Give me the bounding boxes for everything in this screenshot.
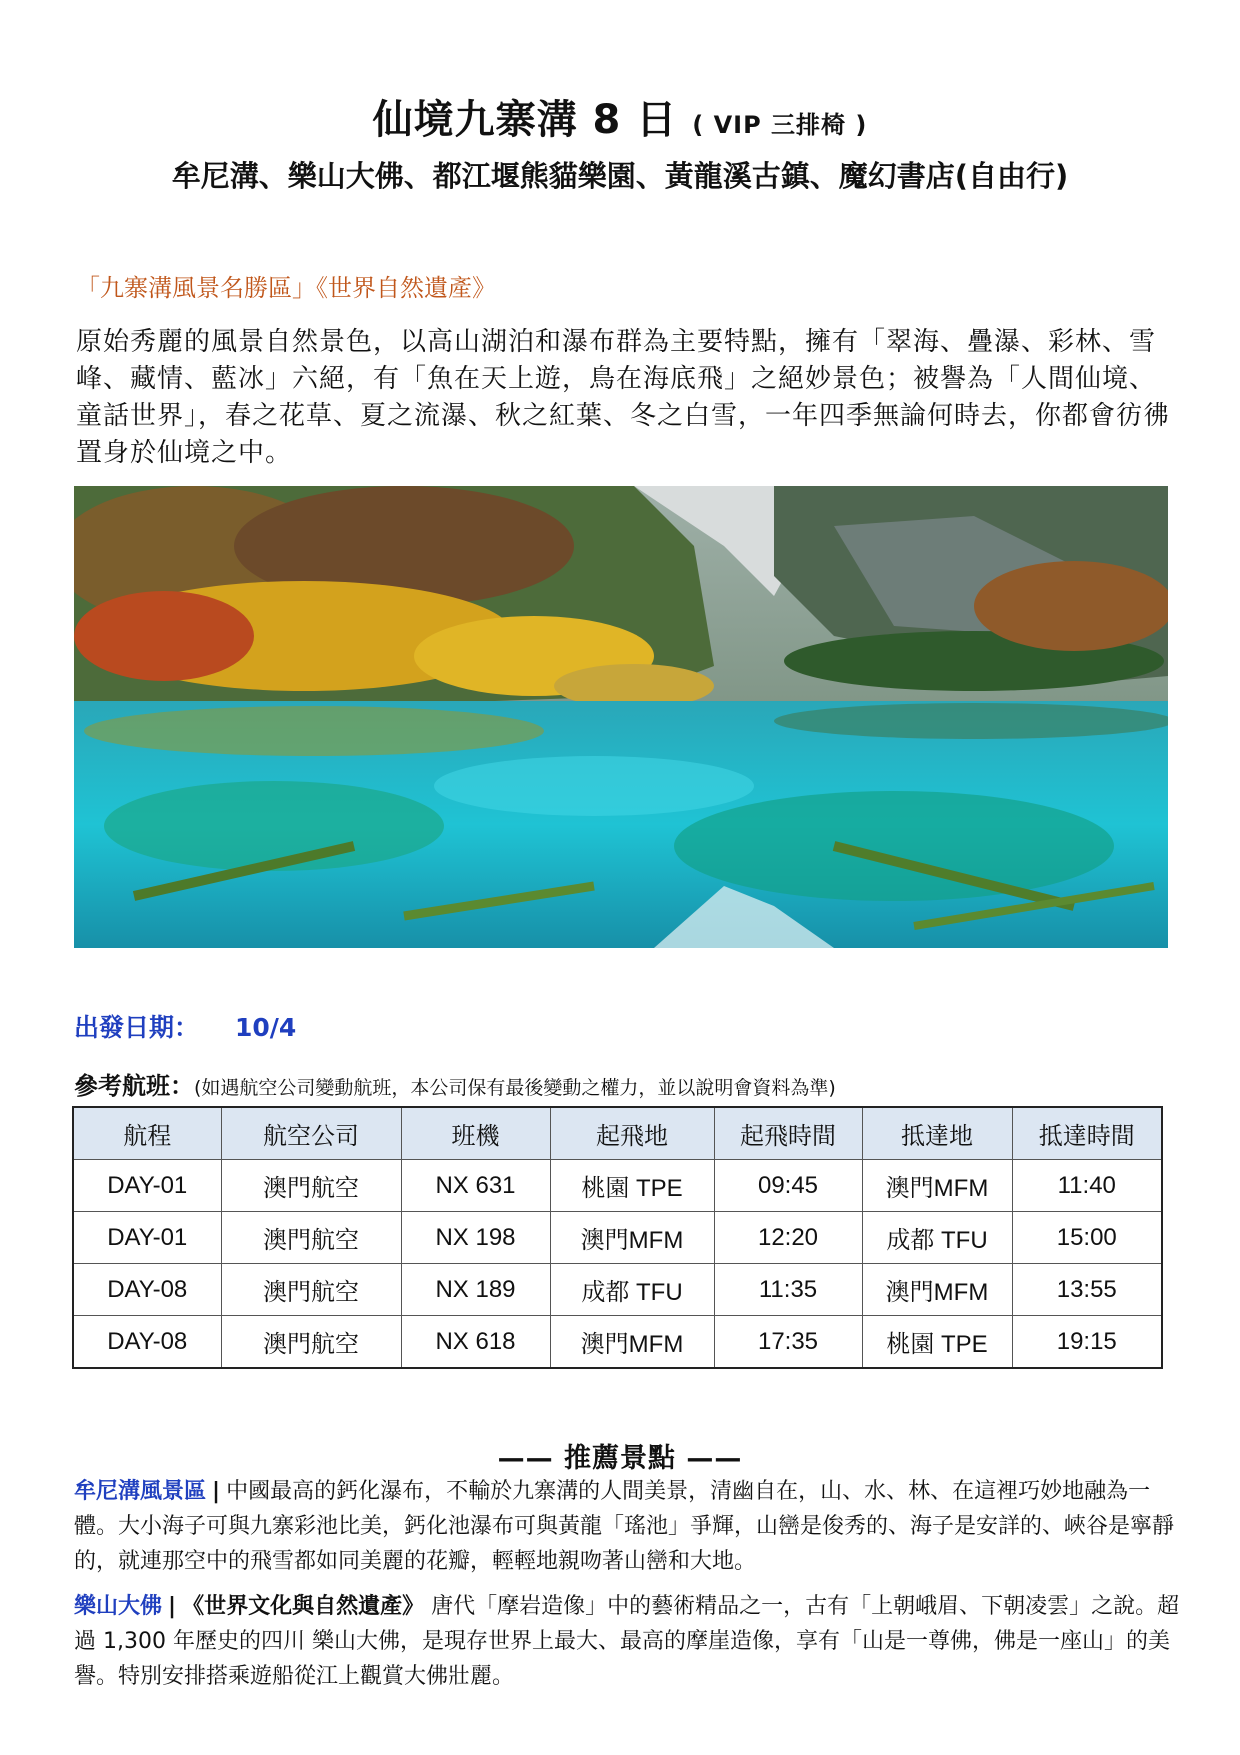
table-row [73,1160,1162,1212]
attraction-tag: 《世界文化與自然遺產》 [182,1594,425,1619]
separator-bar: | [168,1594,177,1619]
flight-note: (如遇航空公司變動航班，本公司保有最後變動之權力，並以說明會資料為準) [194,1077,836,1099]
table-cell: 15:00 [1012,1212,1162,1264]
separator-bar: | [212,1479,221,1504]
flight-heading [74,1066,836,1101]
table-cell: 澳門MFM [550,1212,714,1264]
table-cell: 12:20 [714,1212,862,1264]
table-cell: 桃園 TPE [862,1316,1012,1369]
flight-table [72,1106,1163,1369]
jiuzhaigou-lake-photo [74,486,1168,948]
table-cell: 澳門航空 [221,1316,401,1369]
table-cell: 17:35 [714,1316,862,1369]
intro-heading: 「九寨溝風景名勝區」《世界自然遺產》 [76,274,496,302]
col-header: 航空公司 [221,1107,401,1160]
recommend-heading: —— 推薦景點 —— [497,1443,743,1474]
page-title [0,88,1240,145]
col-header: 航程 [73,1107,221,1160]
attraction-munigou [74,1474,1184,1579]
table-cell: 澳門MFM [862,1264,1012,1316]
table-cell: 11:35 [714,1264,862,1316]
table-cell: DAY-01 [73,1160,221,1212]
table-cell: NX 618 [401,1316,550,1369]
table-cell: 11:40 [1012,1160,1162,1212]
attraction-name: 牟尼溝風景區 [74,1479,207,1504]
table-cell: 澳門MFM [862,1160,1012,1212]
col-header: 起飛地 [550,1107,714,1160]
table-cell: DAY-08 [73,1264,221,1316]
flight-label: 參考航班： [74,1072,194,1100]
table-header-row [73,1107,1162,1160]
table-cell: 成都 TFU [862,1212,1012,1264]
attraction-text: 唐代「摩岩造像」中的藝術精品之一，古有「上朝峨眉、下朝凌雲」之說。超過 1,300 年歷史的四川 樂山大佛，是現存世界上最大、最高的摩崖造像，享有「山是一尊佛，佛是一座山」的美譽。特別安排搭乘遊船從江上觀賞大佛壯麗。 [74,1594,1180,1689]
title-suffix: ( VIP 三排椅 ) [692,111,868,139]
table-cell: 澳門MFM [550,1316,714,1369]
table-cell: DAY-01 [73,1212,221,1264]
table-cell: 13:55 [1012,1264,1162,1316]
departure-date [74,1008,296,1044]
departure-label: 出發日期： [74,1013,200,1042]
table-cell: DAY-08 [73,1316,221,1369]
table-cell: 桃園 TPE [550,1160,714,1212]
intro-text: 原始秀麗的風景自然景色，以高山湖泊和瀑布群為主要特點，擁有「翠海、疊瀑、彩林、雪峰、藏情、藍冰」六絕，有「魚在天上遊，鳥在海底飛」之絕妙景色；被譽為「人間仙境、童話世界」，春之花草、夏之流瀑、秋之紅葉、冬之白雪，一年四季無論何時去，你都會彷彿置身於仙境之中。 [76,327,1171,468]
table-cell: 澳門航空 [221,1212,401,1264]
table-cell: 成都 TFU [550,1264,714,1316]
attraction-text: 中國最高的鈣化瀑布，不輸於九寨溝的人間美景，清幽自在，山、水、林、在這裡巧妙地融為一體。大小海子可與九寨彩池比美，鈣化池瀑布可與黃龍「瑤池」爭輝，山巒是俊秀的、海子是安詳的、峽谷是寧靜的，就連那空中的飛雪都如同美麗的花瓣，輕輕地親吻著山巒和大地。 [74,1479,1175,1574]
table-row [73,1264,1162,1316]
table-row [73,1316,1162,1369]
table-cell: 09:45 [714,1160,862,1212]
attraction-leshan [74,1589,1184,1694]
table-cell: 澳門航空 [221,1160,401,1212]
table-cell: 19:15 [1012,1316,1162,1369]
col-header: 班機 [401,1107,550,1160]
table-cell: NX 189 [401,1264,550,1316]
col-header: 抵達時間 [1012,1107,1162,1160]
page-subtitle: 牟尼溝、樂山大佛、都江堰熊貓樂園、黃龍溪古鎮、魔幻書店(自由行) [171,159,1069,193]
attraction-name: 樂山大佛 [74,1594,163,1619]
table-row [73,1212,1162,1264]
title-main: 仙境九寨溝 8 日 [372,97,678,143]
col-header: 起飛時間 [714,1107,862,1160]
departure-value: 10/4 [235,1013,297,1042]
col-header: 抵達地 [862,1107,1012,1160]
table-cell: 澳門航空 [221,1264,401,1316]
table-cell: NX 631 [401,1160,550,1212]
table-cell: NX 198 [401,1212,550,1264]
